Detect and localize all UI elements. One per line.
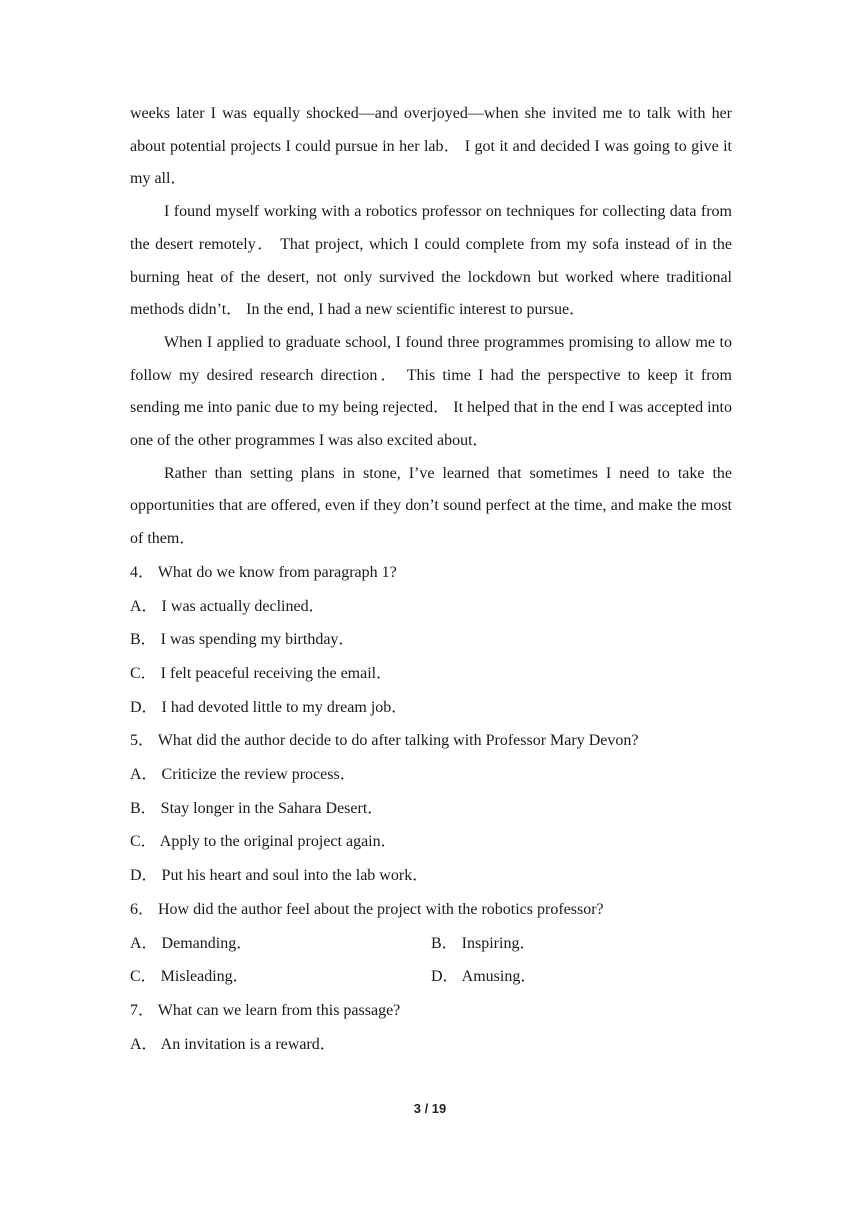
page-content [130, 98, 732, 1061]
option-a: A． Demanding． [130, 934, 253, 952]
page-number: 3 / 19 [413, 1101, 447, 1116]
question-stem: 5． What did the author decide to do after talking with Professor Mary Devon? [130, 732, 639, 750]
option-c: C． Apply to the original project again． [130, 833, 397, 851]
option-c: C． Misleading． [130, 968, 249, 986]
passage-paragraph-1: weeks later I was equally shocked—and overjoyed—when she invited me to talk with her about potential projects I could pursue in her lab． I got it and decided I was going to give it my all． [130, 105, 732, 188]
question-stem: 6． How did the author feel about the project with the robotics professor? [130, 900, 604, 918]
option-a: A． An invitation is a reward． [130, 1035, 336, 1053]
option-b: B． Inspiring． [431, 934, 536, 952]
options-row-1 [130, 927, 732, 961]
option-b: B． Stay longer in the Sahara Desert． [130, 799, 384, 817]
question-stem: 4． What do we know from paragraph 1? [130, 563, 397, 581]
option-a: A． I was actually declined． [130, 597, 325, 615]
option-a: A． Criticize the review process． [130, 766, 356, 784]
question-6 [130, 893, 732, 994]
question-5 [130, 724, 732, 893]
question-stem: 7． What can we learn from this passage? [130, 1001, 401, 1019]
option-d: D． I had devoted little to my dream job． [130, 698, 408, 716]
passage-paragraph-2: I found myself working with a robotics professor on techniques for collecting data from the desert remotely． That project, which I could complete from my sofa instead of in the burning heat of the desert, not only survived the lockdown but worked where traditional methods didn’t． In the end, I had a new scientific interest to pursue． [130, 203, 732, 319]
option-b: B． I was spending my birthday． [130, 631, 355, 649]
question-7 [130, 994, 732, 1061]
option-d: D． Put his heart and soul into the lab work． [130, 867, 429, 885]
question-4 [130, 556, 732, 725]
options-row-2 [130, 960, 732, 994]
passage-paragraph-4: Rather than setting plans in stone, I’ve learned that sometimes I need to take the opportunities that are offered, even if they don’t sound perfect at the time, and make the most of them． [130, 464, 732, 548]
passage-paragraph-3: When I applied to graduate school, I found three programmes promising to allow me to follow my desired research direction． This time I had the perspective to keep it from sending me into panic due to my being rejected． It helped that in the end I was accepted into one of the other programmes I was also excited about． [130, 333, 732, 450]
option-c: C． I felt peaceful receiving the email． [130, 664, 393, 682]
option-d: D． Amusing． [431, 968, 537, 986]
